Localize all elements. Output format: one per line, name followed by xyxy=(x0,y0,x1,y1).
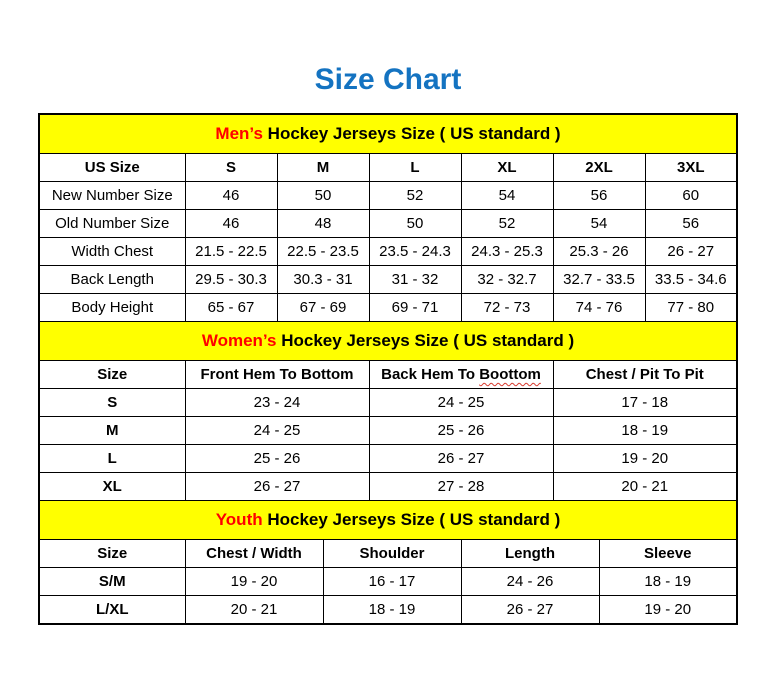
mens-section-title-rest: Hockey Jerseys Size ( US standard ) xyxy=(262,124,561,143)
cell: 16 - 17 xyxy=(323,568,461,596)
cell: 56 xyxy=(553,182,645,210)
cell: 31 - 32 xyxy=(369,266,461,294)
cell: 23.5 - 24.3 xyxy=(369,238,461,266)
cell: 52 xyxy=(461,210,553,238)
youth-column-header-row xyxy=(39,540,737,568)
cell: 29.5 - 30.3 xyxy=(185,266,277,294)
cell: 19 - 20 xyxy=(185,568,323,596)
youth-col-chest-width: Chest / Width xyxy=(185,540,323,568)
cell: 74 - 76 xyxy=(553,294,645,322)
page-title: Size Chart xyxy=(314,63,462,96)
cell: 25.3 - 26 xyxy=(553,238,645,266)
mens-col-us-size: US Size xyxy=(39,154,185,182)
womens-row-xl xyxy=(39,473,737,501)
row-label: New Number Size xyxy=(39,182,185,210)
cell: 60 xyxy=(645,182,737,210)
youth-section-header xyxy=(39,501,737,540)
row-label: Back Length xyxy=(39,266,185,294)
mens-col-xl: XL xyxy=(461,154,553,182)
womens-col-size: Size xyxy=(39,361,185,389)
cell: 24 - 26 xyxy=(461,568,599,596)
womens-row-l xyxy=(39,445,737,473)
cell: 23 - 24 xyxy=(185,389,369,417)
cell: 26 - 27 xyxy=(369,445,553,473)
mens-section-header xyxy=(39,114,737,154)
womens-row-m xyxy=(39,417,737,445)
cell: 20 - 21 xyxy=(553,473,737,501)
mens-col-s: S xyxy=(185,154,277,182)
youth-col-size: Size xyxy=(39,540,185,568)
size-chart-page xyxy=(0,63,776,692)
cell: 18 - 19 xyxy=(553,417,737,445)
womens-col-back-hem-prefix: Back Hem To xyxy=(381,366,480,383)
womens-col-chest: Chest / Pit To Pit xyxy=(553,361,737,389)
cell: 54 xyxy=(553,210,645,238)
cell: 56 xyxy=(645,210,737,238)
womens-section-title-red: Women’s xyxy=(201,331,277,350)
mens-col-m: M xyxy=(277,154,369,182)
cell: 22.5 - 23.5 xyxy=(277,238,369,266)
womens-section-title-rest: Hockey Jerseys Size ( US standard ) xyxy=(276,331,575,350)
row-label: L/XL xyxy=(39,596,185,624)
womens-section-title xyxy=(39,322,737,361)
mens-column-header-row xyxy=(39,154,737,182)
cell: 67 - 69 xyxy=(277,294,369,322)
cell: 18 - 19 xyxy=(323,596,461,624)
row-label: Width Chest xyxy=(39,238,185,266)
mens-col-2xl: 2XL xyxy=(553,154,645,182)
youth-row-sm xyxy=(39,568,737,596)
cell: 52 xyxy=(369,182,461,210)
row-label: Body Height xyxy=(39,294,185,322)
row-label: XL xyxy=(39,473,185,501)
mens-section-title xyxy=(39,114,737,154)
womens-row-s xyxy=(39,389,737,417)
size-chart-table xyxy=(38,113,738,625)
cell: 26 - 27 xyxy=(461,596,599,624)
cell: 19 - 20 xyxy=(599,596,737,624)
womens-col-back-hem-misspelled-word: Boottom xyxy=(479,366,541,383)
mens-row-width-chest xyxy=(39,238,737,266)
mens-col-l: L xyxy=(369,154,461,182)
row-label: L xyxy=(39,445,185,473)
womens-section-header xyxy=(39,322,737,361)
cell: 24 - 25 xyxy=(185,417,369,445)
cell: 27 - 28 xyxy=(369,473,553,501)
youth-col-length: Length xyxy=(461,540,599,568)
womens-column-header-row xyxy=(39,361,737,389)
row-label: S/M xyxy=(39,568,185,596)
cell: 18 - 19 xyxy=(599,568,737,596)
youth-col-shoulder: Shoulder xyxy=(323,540,461,568)
mens-row-back-length xyxy=(39,266,737,294)
cell: 65 - 67 xyxy=(185,294,277,322)
cell: 33.5 - 34.6 xyxy=(645,266,737,294)
cell: 21.5 - 22.5 xyxy=(185,238,277,266)
cell: 54 xyxy=(461,182,553,210)
cell: 48 xyxy=(277,210,369,238)
youth-col-sleeve: Sleeve xyxy=(599,540,737,568)
row-label: Old Number Size xyxy=(39,210,185,238)
row-label: S xyxy=(39,389,185,417)
cell: 25 - 26 xyxy=(369,417,553,445)
cell: 25 - 26 xyxy=(185,445,369,473)
youth-section-title xyxy=(39,501,737,540)
youth-row-lxl xyxy=(39,596,737,624)
mens-section-title-red: Men’s xyxy=(215,124,263,143)
cell: 20 - 21 xyxy=(185,596,323,624)
cell: 32.7 - 33.5 xyxy=(553,266,645,294)
womens-col-back-hem xyxy=(369,361,553,389)
mens-row-new-number-size xyxy=(39,182,737,210)
youth-section-title-red: Youth xyxy=(215,510,263,529)
cell: 46 xyxy=(185,210,277,238)
cell: 77 - 80 xyxy=(645,294,737,322)
womens-col-front-hem: Front Hem To Bottom xyxy=(185,361,369,389)
cell: 50 xyxy=(277,182,369,210)
cell: 26 - 27 xyxy=(645,238,737,266)
mens-col-3xl: 3XL xyxy=(645,154,737,182)
youth-section-title-rest: Hockey Jerseys Size ( US standard ) xyxy=(262,510,561,529)
mens-row-body-height xyxy=(39,294,737,322)
cell: 17 - 18 xyxy=(553,389,737,417)
cell: 72 - 73 xyxy=(461,294,553,322)
mens-row-old-number-size xyxy=(39,210,737,238)
cell: 24.3 - 25.3 xyxy=(461,238,553,266)
cell: 50 xyxy=(369,210,461,238)
cell: 19 - 20 xyxy=(553,445,737,473)
cell: 46 xyxy=(185,182,277,210)
cell: 69 - 71 xyxy=(369,294,461,322)
cell: 32 - 32.7 xyxy=(461,266,553,294)
cell: 30.3 - 31 xyxy=(277,266,369,294)
cell: 26 - 27 xyxy=(185,473,369,501)
row-label: M xyxy=(39,417,185,445)
cell: 24 - 25 xyxy=(369,389,553,417)
